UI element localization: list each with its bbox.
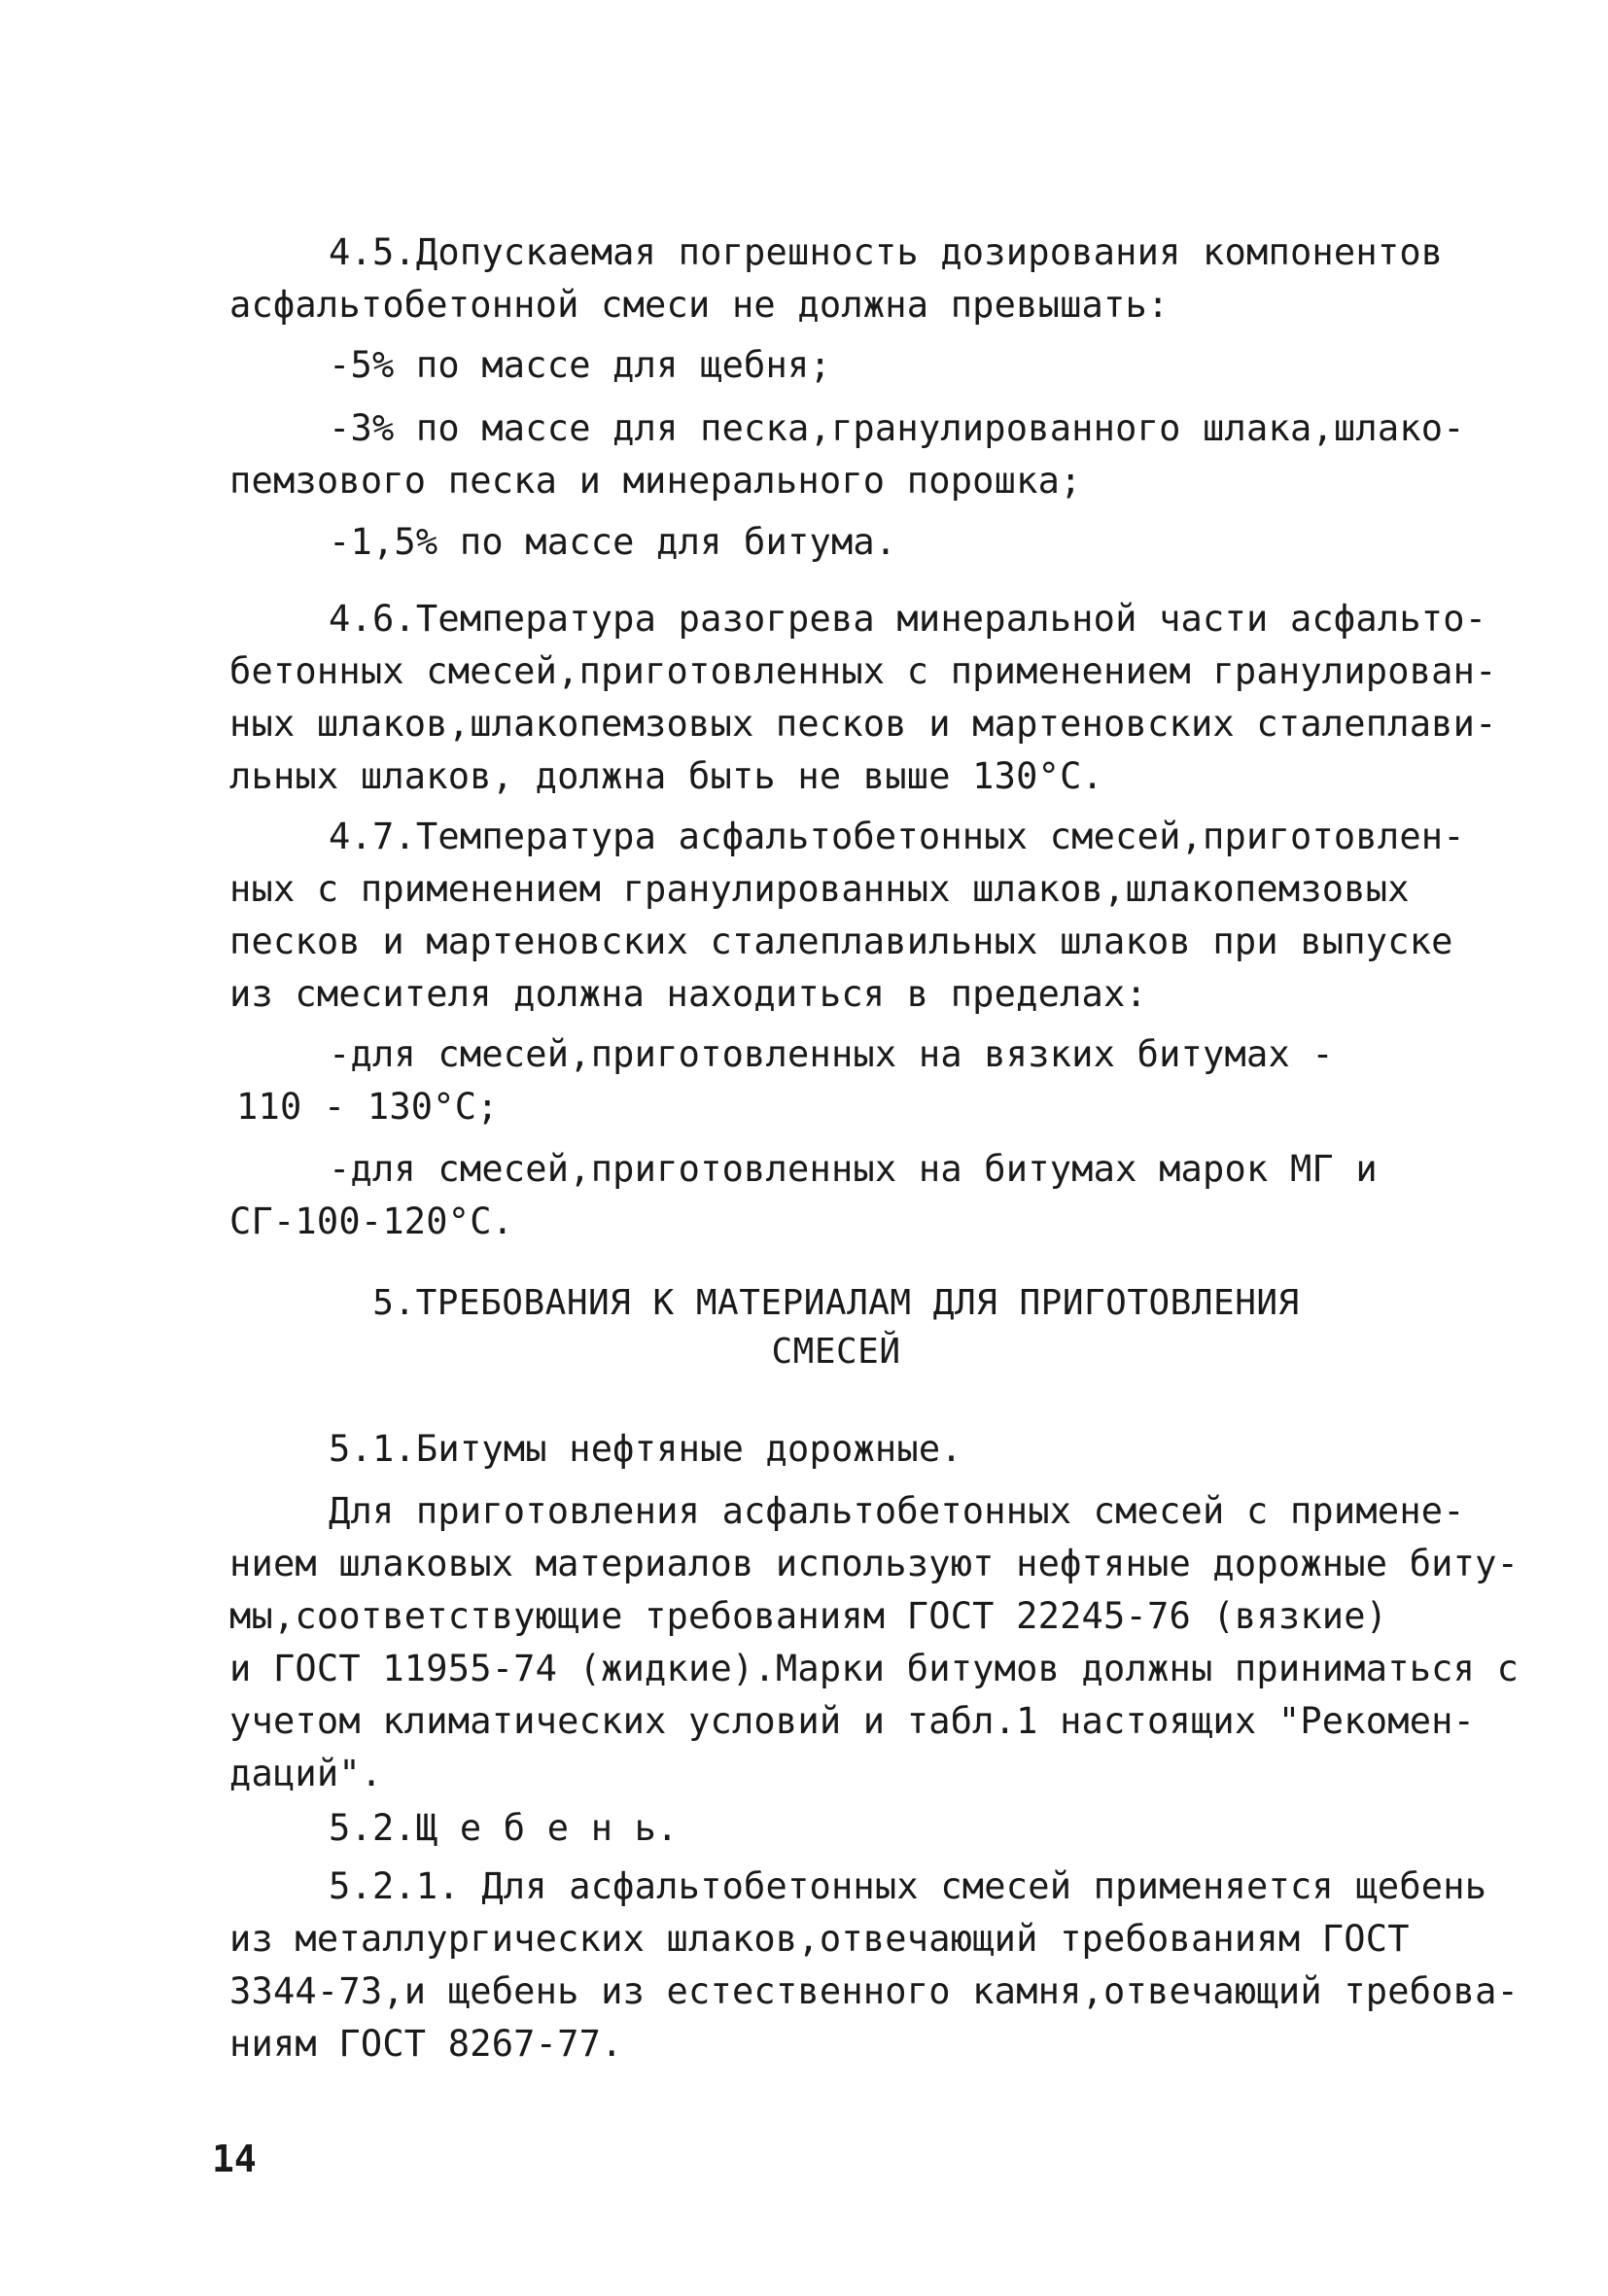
text-line: ниям ГОСТ 8267-77. bbox=[229, 2023, 623, 2065]
text-line: 5.2.1. Для асфальтобетонных смесей применяется щебень bbox=[329, 1865, 1487, 1907]
text-line: ных шлаков,шлакопемзовых песков и мартеновских сталеплави- bbox=[229, 703, 1497, 745]
text-line: мы,соответствующие требованиям ГОСТ 22245-76 (вязкие) bbox=[229, 1595, 1388, 1637]
page-number: 14 bbox=[212, 2138, 257, 2180]
text-line: 4.6.Температура разогрева минеральной части асфальто- bbox=[329, 598, 1487, 640]
text-line: бетонных смесей,приготовленных с применением гранулирован- bbox=[229, 650, 1497, 692]
text-line: учетом климатических условий и табл.1 настоящих "Рекомен- bbox=[229, 1700, 1476, 1742]
text-line: -3% по массе для песка,гранулированного шлака,шлако- bbox=[329, 407, 1465, 449]
text-line: -для смесей,приготовленных на вязких битумах - bbox=[329, 1033, 1334, 1075]
text-line: асфальтобетонной смеси не должна превышать: bbox=[229, 284, 1170, 326]
text-line: 110 - 130°С; bbox=[236, 1086, 499, 1128]
text-line: Для приготовления асфальтобетонных смесей с примене- bbox=[329, 1490, 1465, 1532]
text-line: -5% по массе для щебня; bbox=[329, 344, 831, 386]
text-line: 4.5.Допускаемая погрешность дозирования компонентов bbox=[329, 231, 1444, 273]
text-line: из металлургических шлаков,отвечающий требованиям ГОСТ bbox=[229, 1918, 1410, 1960]
text-line: ных с применением гранулированных шлаков,шлакопемзовых bbox=[229, 868, 1410, 910]
text-line: СГ-100-120°С. bbox=[229, 1200, 514, 1242]
text-line: пемзового песка и минерального порошка; bbox=[229, 460, 1082, 502]
text-line: 4.7.Температура асфальтобетонных смесей,приготовлен- bbox=[329, 816, 1465, 857]
text-line: -1,5% по массе для битума. bbox=[329, 521, 897, 563]
section-heading-continued: СМЕСЕЙ bbox=[771, 1332, 901, 1372]
text-line: -для смесей,приготовленных на битумах марок МГ и bbox=[329, 1148, 1378, 1190]
text-line: льных шлаков, должна быть не выше 130°С. bbox=[229, 755, 1104, 797]
text-line: 3344-73,и щебень из естественного камня,отвечающий требова- bbox=[229, 1970, 1520, 2012]
text-line: 5.2.Щ е б е н ь. bbox=[329, 1807, 679, 1849]
text-line: нием шлаковых материалов используют нефтяные дорожные биту- bbox=[229, 1543, 1520, 1584]
text-line: 5.1.Битумы нефтяные дорожные. bbox=[329, 1428, 962, 1470]
section-heading: 5.ТРЕБОВАНИЯ К МАТЕРИАЛАМ ДЛЯ ПРИГОТОВЛЕНИЯ bbox=[372, 1283, 1300, 1323]
text-line: из смесителя должна находиться в пределах: bbox=[229, 973, 1147, 1015]
text-line: и ГОСТ 11955-74 (жидкие).Марки битумов должны приниматься с bbox=[229, 1648, 1520, 1689]
text-line: песков и мартеновских сталеплавильных шлаков при выпуске bbox=[229, 921, 1453, 962]
text-line: даций". bbox=[229, 1753, 383, 1794]
